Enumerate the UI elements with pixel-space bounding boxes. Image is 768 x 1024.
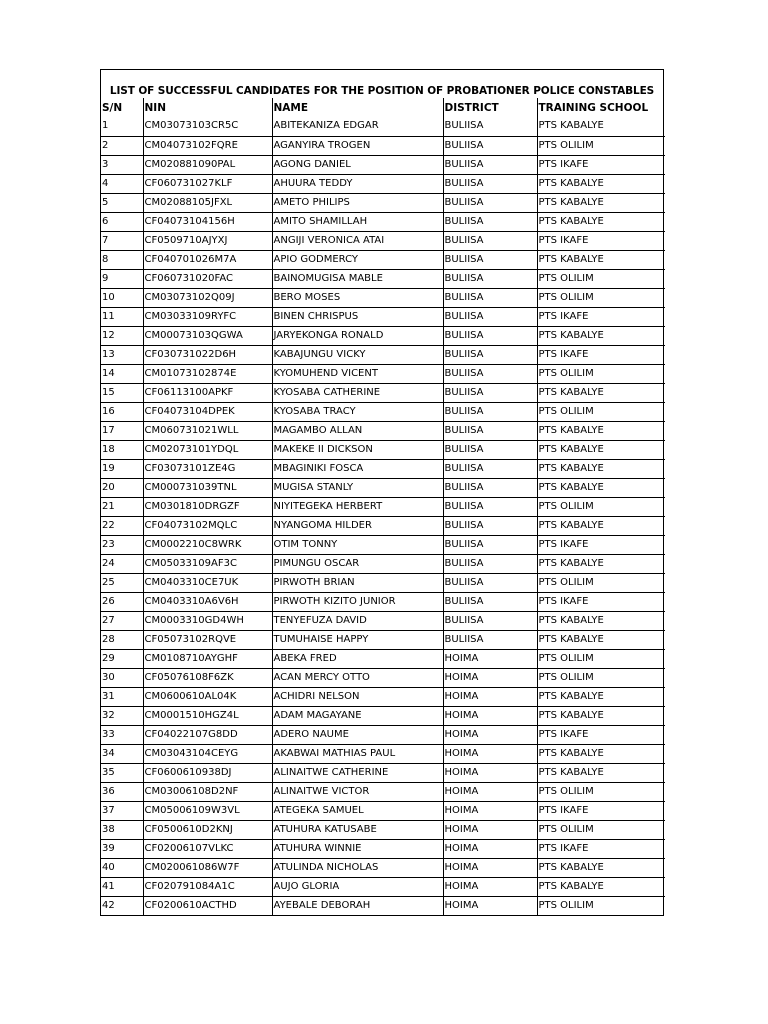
cell-serial-number: 4: [101, 174, 143, 193]
cell-name: ADERO NAUME: [272, 725, 443, 744]
cell-nin: CM02073101YDQL: [143, 440, 272, 459]
cell-serial-number: 34: [101, 744, 143, 763]
cell-training-school: PTS KABALYE: [537, 744, 665, 763]
cell-training-school: PTS KABALYE: [537, 706, 665, 725]
cell-name: ABEKA FRED: [272, 649, 443, 668]
cell-name: BINEN CHRISPUS: [272, 307, 443, 326]
cell-name: AMETO PHILIPS: [272, 193, 443, 212]
table-row: [101, 459, 665, 478]
cell-name: KYOSABA CATHERINE: [272, 383, 443, 402]
cell-nin: CF0600610938DJ: [143, 763, 272, 782]
cell-district: BULIISA: [443, 307, 537, 326]
cell-name: BAINOMUGISA MABLE: [272, 269, 443, 288]
cell-nin: CF04073102MQLC: [143, 516, 272, 535]
cell-district: BULIISA: [443, 478, 537, 497]
cell-name: NIYITEGEKA HERBERT: [272, 497, 443, 516]
sheet-title: LIST OF SUCCESSFUL CANDIDATES FOR THE POSITION OF PROBATIONER POLICE CONSTABLES: [109, 85, 655, 97]
cell-serial-number: 3: [101, 155, 143, 174]
table-row: [101, 250, 665, 269]
cell-nin: CM0108710AYGHF: [143, 649, 272, 668]
cell-training-school: PTS KABALYE: [537, 250, 665, 269]
cell-district: HOIMA: [443, 668, 537, 687]
cell-district: HOIMA: [443, 896, 537, 915]
cell-training-school: PTS OLILIM: [537, 364, 665, 383]
cell-nin: CM02088105JFXL: [143, 193, 272, 212]
cell-district: HOIMA: [443, 706, 537, 725]
cell-name: NYANGOMA HILDER: [272, 516, 443, 535]
table-row: [101, 288, 665, 307]
cell-district: BULIISA: [443, 212, 537, 231]
table-row: [101, 801, 665, 820]
cell-nin: CF020791084A1C: [143, 877, 272, 896]
cell-serial-number: 1: [101, 117, 143, 136]
table-row: [101, 193, 665, 212]
cell-serial-number: 38: [101, 820, 143, 839]
table-row: [101, 554, 665, 573]
cell-training-school: PTS IKAFE: [537, 307, 665, 326]
cell-serial-number: 12: [101, 326, 143, 345]
cell-training-school: PTS OLILIM: [537, 402, 665, 421]
cell-serial-number: 7: [101, 231, 143, 250]
cell-serial-number: 30: [101, 668, 143, 687]
cell-district: BULIISA: [443, 117, 537, 136]
cell-name: ATULINDA NICHOLAS: [272, 858, 443, 877]
cell-nin: CM0403310A6V6H: [143, 592, 272, 611]
cell-name: AGONG DANIEL: [272, 155, 443, 174]
cell-training-school: PTS KABALYE: [537, 858, 665, 877]
cell-serial-number: 6: [101, 212, 143, 231]
cell-district: BULIISA: [443, 288, 537, 307]
cell-nin: CM05033109AF3C: [143, 554, 272, 573]
cell-serial-number: 9: [101, 269, 143, 288]
cell-district: HOIMA: [443, 744, 537, 763]
cell-training-school: PTS OLILIM: [537, 573, 665, 592]
cell-training-school: PTS IKAFE: [537, 535, 665, 554]
cell-training-school: PTS KABALYE: [537, 877, 665, 896]
cell-district: HOIMA: [443, 782, 537, 801]
cell-serial-number: 13: [101, 345, 143, 364]
cell-nin: CF04022107G8DD: [143, 725, 272, 744]
cell-training-school: PTS OLILIM: [537, 820, 665, 839]
cell-district: HOIMA: [443, 725, 537, 744]
cell-serial-number: 20: [101, 478, 143, 497]
cell-training-school: PTS IKAFE: [537, 725, 665, 744]
cell-serial-number: 35: [101, 763, 143, 782]
candidates-table: [101, 98, 665, 915]
column-header-nin: NIN: [143, 98, 272, 117]
cell-name: ACHIDRI NELSON: [272, 687, 443, 706]
cell-serial-number: 8: [101, 250, 143, 269]
table-row: [101, 345, 665, 364]
cell-district: BULIISA: [443, 630, 537, 649]
table-row: [101, 421, 665, 440]
cell-training-school: PTS KABALYE: [537, 611, 665, 630]
cell-training-school: PTS KABALYE: [537, 459, 665, 478]
cell-nin: CF0200610ACTHD: [143, 896, 272, 915]
cell-district: BULIISA: [443, 440, 537, 459]
cell-training-school: PTS KABALYE: [537, 383, 665, 402]
cell-name: TUMUHAISE HAPPY: [272, 630, 443, 649]
table-row: [101, 440, 665, 459]
cell-serial-number: 36: [101, 782, 143, 801]
cell-nin: CF05073102RQVE: [143, 630, 272, 649]
cell-district: BULIISA: [443, 573, 537, 592]
cell-name: AHUURA TEDDY: [272, 174, 443, 193]
cell-nin: CM03073103CR5C: [143, 117, 272, 136]
cell-district: BULIISA: [443, 250, 537, 269]
table-row: [101, 307, 665, 326]
table-row: [101, 858, 665, 877]
cell-name: OTIM TONNY: [272, 535, 443, 554]
cell-serial-number: 40: [101, 858, 143, 877]
cell-training-school: PTS KABALYE: [537, 193, 665, 212]
table-row: [101, 516, 665, 535]
table-row: [101, 497, 665, 516]
table-row: [101, 649, 665, 668]
cell-district: BULIISA: [443, 554, 537, 573]
table-row: [101, 896, 665, 915]
cell-training-school: PTS OLILIM: [537, 782, 665, 801]
cell-name: APIO GODMERCY: [272, 250, 443, 269]
table-row: [101, 478, 665, 497]
table-row: [101, 839, 665, 858]
cell-nin: CM0002210C8WRK: [143, 535, 272, 554]
cell-name: MBAGINIKI FOSCA: [272, 459, 443, 478]
cell-training-school: PTS KABALYE: [537, 478, 665, 497]
cell-district: BULIISA: [443, 402, 537, 421]
cell-district: BULIISA: [443, 611, 537, 630]
cell-name: MAKEKE II DICKSON: [272, 440, 443, 459]
cell-serial-number: 24: [101, 554, 143, 573]
cell-name: PIRWOTH KIZITO JUNIOR: [272, 592, 443, 611]
cell-training-school: PTS IKAFE: [537, 345, 665, 364]
cell-name: AUJO GLORIA: [272, 877, 443, 896]
table-row: [101, 630, 665, 649]
cell-serial-number: 33: [101, 725, 143, 744]
cell-nin: CF04073104156H: [143, 212, 272, 231]
cell-name: KABAJUNGU VICKY: [272, 345, 443, 364]
table-row: [101, 364, 665, 383]
cell-district: HOIMA: [443, 839, 537, 858]
cell-district: BULIISA: [443, 326, 537, 345]
cell-training-school: PTS KABALYE: [537, 554, 665, 573]
cell-training-school: PTS IKAFE: [537, 801, 665, 820]
cell-serial-number: 27: [101, 611, 143, 630]
cell-serial-number: 10: [101, 288, 143, 307]
table-row: [101, 611, 665, 630]
cell-name: JARYEKONGA RONALD: [272, 326, 443, 345]
cell-district: BULIISA: [443, 383, 537, 402]
cell-serial-number: 14: [101, 364, 143, 383]
table-row: [101, 592, 665, 611]
cell-serial-number: 22: [101, 516, 143, 535]
cell-name: ATUHURA KATUSABE: [272, 820, 443, 839]
cell-district: BULIISA: [443, 535, 537, 554]
cell-nin: CM020061086W7F: [143, 858, 272, 877]
table-row: [101, 383, 665, 402]
cell-nin: CM0403310CE7UK: [143, 573, 272, 592]
cell-name: BERO MOSES: [272, 288, 443, 307]
cell-serial-number: 39: [101, 839, 143, 858]
cell-serial-number: 11: [101, 307, 143, 326]
cell-nin: CF06113100APKF: [143, 383, 272, 402]
cell-nin: CM03073102Q09J: [143, 288, 272, 307]
table-row: [101, 326, 665, 345]
cell-nin: CF060731027KLF: [143, 174, 272, 193]
cell-district: BULIISA: [443, 231, 537, 250]
cell-training-school: PTS OLILIM: [537, 649, 665, 668]
table-row: [101, 136, 665, 155]
cell-training-school: PTS KABALYE: [537, 516, 665, 535]
table-row: [101, 402, 665, 421]
cell-training-school: PTS OLILIM: [537, 288, 665, 307]
header-row: [101, 98, 665, 117]
column-header-name: NAME: [272, 98, 443, 117]
cell-district: BULIISA: [443, 516, 537, 535]
cell-nin: CF030731022D6H: [143, 345, 272, 364]
cell-nin: CM060731021WLL: [143, 421, 272, 440]
cell-nin: CM03043104CEYG: [143, 744, 272, 763]
cell-name: PIMUNGU OSCAR: [272, 554, 443, 573]
table-row: [101, 706, 665, 725]
cell-nin: CM0001510HGZ4L: [143, 706, 272, 725]
table-row: [101, 725, 665, 744]
cell-training-school: PTS KABALYE: [537, 212, 665, 231]
cell-district: HOIMA: [443, 877, 537, 896]
cell-serial-number: 31: [101, 687, 143, 706]
table-row: [101, 763, 665, 782]
cell-district: BULIISA: [443, 345, 537, 364]
cell-training-school: PTS KABALYE: [537, 421, 665, 440]
cell-training-school: PTS OLILIM: [537, 269, 665, 288]
cell-training-school: PTS OLILIM: [537, 668, 665, 687]
cell-name: ACAN MERCY OTTO: [272, 668, 443, 687]
cell-serial-number: 42: [101, 896, 143, 915]
cell-district: BULIISA: [443, 269, 537, 288]
table-row: [101, 174, 665, 193]
cell-nin: CM020881090PAL: [143, 155, 272, 174]
cell-name: ATUHURA WINNIE: [272, 839, 443, 858]
cell-name: PIRWOTH BRIAN: [272, 573, 443, 592]
cell-name: TENYEFUZA DAVID: [272, 611, 443, 630]
table-row: [101, 269, 665, 288]
table-row: [101, 744, 665, 763]
cell-serial-number: 19: [101, 459, 143, 478]
cell-district: HOIMA: [443, 763, 537, 782]
cell-serial-number: 41: [101, 877, 143, 896]
cell-name: ABITEKANIZA EDGAR: [272, 117, 443, 136]
cell-district: HOIMA: [443, 820, 537, 839]
cell-serial-number: 18: [101, 440, 143, 459]
cell-name: KYOMUHEND VICENT: [272, 364, 443, 383]
cell-name: ALINAITWE CATHERINE: [272, 763, 443, 782]
cell-serial-number: 32: [101, 706, 143, 725]
cell-name: ANGIJI VERONICA ATAI: [272, 231, 443, 250]
cell-nin: CM04073102FQRE: [143, 136, 272, 155]
cell-training-school: PTS KABALYE: [537, 763, 665, 782]
cell-training-school: PTS KABALYE: [537, 326, 665, 345]
cell-nin: CF0509710AJYXJ: [143, 231, 272, 250]
cell-name: AKABWAI MATHIAS PAUL: [272, 744, 443, 763]
cell-training-school: PTS OLILIM: [538, 899, 594, 911]
cell-nin: CF02006107VLKC: [143, 839, 272, 858]
column-header-training-school: TRAINING SCHOOL: [538, 101, 649, 114]
cell-nin: CM0600610AL04K: [143, 687, 272, 706]
cell-nin: CF03073101ZE4G: [143, 459, 272, 478]
cell-name: ATEGEKA SAMUEL: [272, 801, 443, 820]
cell-nin: CF05076108F6ZK: [143, 668, 272, 687]
cell-district: BULIISA: [443, 497, 537, 516]
cell-serial-number: 15: [101, 383, 143, 402]
cell-name: ALINAITWE VICTOR: [272, 782, 443, 801]
cell-serial-number: 16: [101, 402, 143, 421]
table-row: [101, 782, 665, 801]
cell-district: BULIISA: [443, 174, 537, 193]
table-row: [101, 877, 665, 896]
cell-serial-number: 21: [101, 497, 143, 516]
cell-nin: CM000731039TNL: [143, 478, 272, 497]
table-row: [101, 155, 665, 174]
cell-name: ADAM MAGAYANE: [272, 706, 443, 725]
cell-serial-number: 37: [101, 801, 143, 820]
cell-name: AGANYIRA TROGEN: [272, 136, 443, 155]
cell-name: AYEBALE DEBORAH: [272, 896, 443, 915]
cell-training-school: PTS OLILIM: [537, 136, 665, 155]
cell-district: BULIISA: [443, 193, 537, 212]
cell-nin: CM0301810DRGZF: [143, 497, 272, 516]
table-row: [101, 573, 665, 592]
cell-nin: CF060731020FAC: [143, 269, 272, 288]
column-header-sn: S/N: [101, 98, 143, 117]
table-row: [101, 820, 665, 839]
candidates-sheet: [100, 69, 664, 916]
cell-training-school: PTS KABALYE: [537, 174, 665, 193]
cell-nin: CM0003310GD4WH: [143, 611, 272, 630]
cell-training-school: PTS KABALYE: [537, 117, 665, 136]
cell-training-school: PTS KABALYE: [537, 440, 665, 459]
cell-district: HOIMA: [443, 687, 537, 706]
cell-training-school: PTS IKAFE: [537, 592, 665, 611]
cell-training-school: PTS IKAFE: [537, 231, 665, 250]
table-row: [101, 231, 665, 250]
cell-name: MAGAMBO ALLAN: [272, 421, 443, 440]
cell-training-school: PTS KABALYE: [537, 687, 665, 706]
column-header-district: DISTRICT: [443, 98, 537, 117]
cell-district: BULIISA: [443, 592, 537, 611]
cell-serial-number: 5: [101, 193, 143, 212]
table-row: [101, 117, 665, 136]
table-row: [101, 535, 665, 554]
cell-name: AMITO SHAMILLAH: [272, 212, 443, 231]
cell-nin: CF0500610D2KNJ: [143, 820, 272, 839]
cell-nin: CF04073104DPEK: [143, 402, 272, 421]
cell-serial-number: 26: [101, 592, 143, 611]
cell-training-school: PTS KABALYE: [537, 630, 665, 649]
cell-district: HOIMA: [443, 649, 537, 668]
table-row: [101, 668, 665, 687]
cell-serial-number: 23: [101, 535, 143, 554]
table-row: [101, 212, 665, 231]
cell-district: BULIISA: [443, 136, 537, 155]
cell-nin: CM03033109RYFC: [143, 307, 272, 326]
cell-nin: CM05006109W3VL: [143, 801, 272, 820]
table-row: [101, 687, 665, 706]
cell-name: KYOSABA TRACY: [272, 402, 443, 421]
cell-district: HOIMA: [443, 801, 537, 820]
cell-training-school: PTS OLILIM: [537, 497, 665, 516]
cell-serial-number: 25: [101, 573, 143, 592]
cell-district: BULIISA: [443, 155, 537, 174]
cell-serial-number: 28: [101, 630, 143, 649]
cell-serial-number: 2: [101, 136, 143, 155]
cell-district: BULIISA: [443, 421, 537, 440]
cell-district: HOIMA: [443, 858, 537, 877]
cell-nin: CM00073103QGWA: [143, 326, 272, 345]
cell-name: MUGISA STANLY: [272, 478, 443, 497]
cell-nin: CF040701026M7A: [143, 250, 272, 269]
cell-training-school: PTS IKAFE: [537, 155, 665, 174]
cell-serial-number: 29: [101, 649, 143, 668]
cell-district: BULIISA: [443, 459, 537, 478]
cell-training-school: PTS IKAFE: [537, 839, 665, 858]
cell-nin: CM01073102874E: [143, 364, 272, 383]
cell-serial-number: 17: [101, 421, 143, 440]
cell-nin: CM03006108D2NF: [143, 782, 272, 801]
cell-district: BULIISA: [443, 364, 537, 383]
